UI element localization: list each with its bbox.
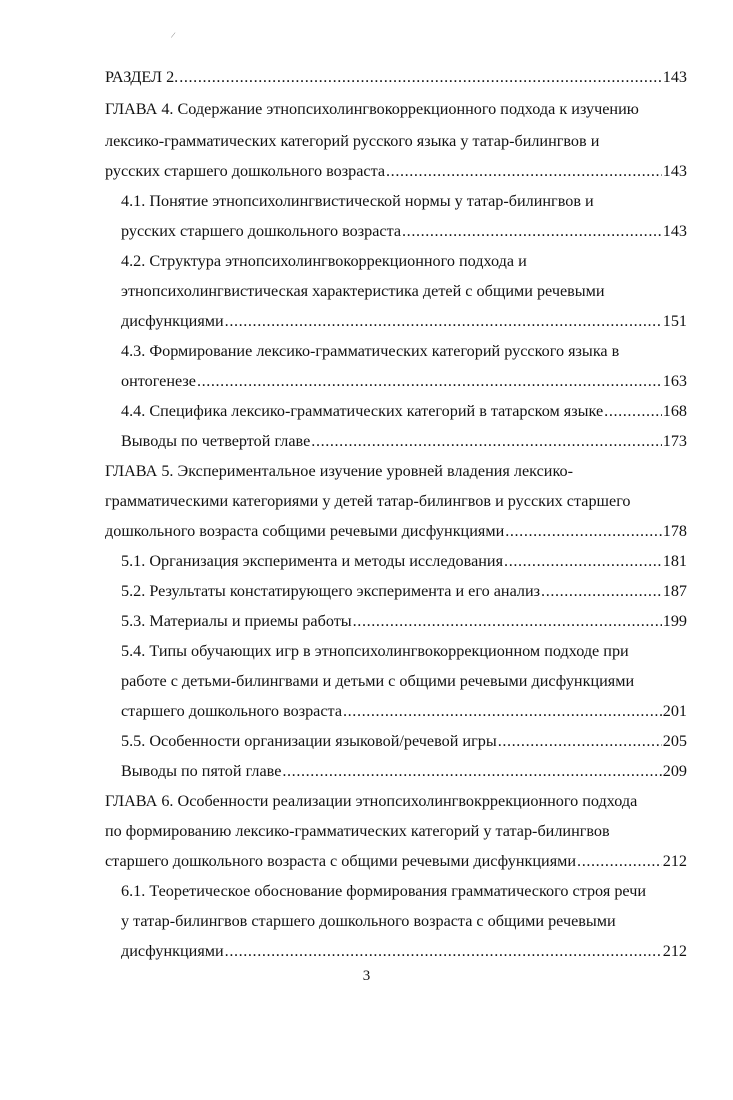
toc-entry-title: ГЛАВА 4. Содержание этнопсихолингвокоррекционного подхода к изучению [105,100,639,118]
toc-entry-title: дошкольного возраста собщими речевыми дисфункциями [105,522,505,540]
toc-entry-6-1-line-2 [121,906,701,936]
toc-page-number: 143 [662,222,687,240]
toc-page-number: 143 [662,68,687,86]
toc-entry-6-1-line-3[interactable] [121,936,687,966]
toc-entry-4-2-line-1[interactable] [121,246,701,276]
toc-page-number: 181 [662,552,687,570]
toc-entry-title: ГЛАВА 5. Экспериментальное изучение уровней владения лексико- [105,462,573,480]
toc-entry-chapter-5-line-2 [105,486,705,516]
toc-entry-title: 5.1. Организация эксперимента и методы исследования [121,552,504,570]
toc-entry-6-1-line-1[interactable] [121,876,701,906]
toc-entry-title: старшего дошкольного возраста с общими речевыми дисфункциями [105,852,577,870]
dot-leader [604,396,662,426]
dot-leader [225,936,662,966]
toc-entry-title: Выводы по четвертой главе [121,432,311,450]
dot-leader [386,156,662,186]
toc-entry-chapter-6-line-3[interactable] [105,846,687,876]
toc-entry-chapter-4-line-2 [105,126,705,156]
dot-leader [402,216,662,246]
toc-entry-5-5[interactable] [121,726,687,756]
toc-entry-title: 4.1. Понятие этнопсихолингвистической нормы у татар-билингвов и [121,192,594,210]
toc-page-number: 143 [662,162,687,180]
dot-leader [197,366,662,396]
toc-entry-title: старшего дошкольного возраста [121,702,343,720]
toc-entry-4-2-line-3[interactable] [121,306,687,336]
toc-entry-title: русских старшего дошкольного возраста [105,162,386,180]
toc-page-number: 173 [662,432,687,450]
toc-page-number: 212 [662,942,687,960]
toc-entry-5-4-line-1[interactable] [121,636,701,666]
toc-entry-section-2[interactable] [105,62,687,92]
toc-entry-title: РАЗДЕЛ 2. [105,68,179,86]
toc-entry-chapter-5-line-1[interactable] [105,456,705,486]
toc-entry-title: грамматическими категориями у детей татар-билингвов и русских старшего [105,492,631,510]
toc-entry-4-1-line-2[interactable] [121,216,687,246]
toc-entry-4-4[interactable] [121,396,687,426]
toc-entry-chapter-4-line-3[interactable] [105,156,687,186]
toc-entry-title: русских старшего дошкольного возраста [121,222,402,240]
toc-page-number: 205 [662,732,687,750]
dot-leader [353,606,662,636]
toc-page-number: 212 [662,852,687,870]
toc-page-number: 201 [662,702,687,720]
dot-leader [282,756,661,786]
toc-entry-chapter-5-line-3[interactable] [105,516,687,546]
dot-leader [343,696,662,726]
dot-leader [311,426,661,456]
toc-entry-title: 5.2. Результаты констатирующего эксперимента и его анализ [121,582,541,600]
toc-entry-5-2[interactable] [121,576,687,606]
toc-entry-title: дисфункциями [121,312,224,330]
dot-leader [225,306,662,336]
toc-entry-5-3[interactable] [121,606,687,636]
toc-entry-5-1[interactable] [121,546,687,576]
toc-page-number: 151 [662,312,687,330]
toc-page-number: 209 [662,762,687,780]
toc-entry-title: 4.3. Формирование лексико-грамматических категорий русского языка в [121,342,620,360]
toc-entry-chapter-6-line-2 [105,816,705,846]
dot-leader [577,846,662,876]
toc-entry-chapter-6-line-1[interactable] [105,786,705,816]
toc-entry-chapter-4-line-1[interactable] [105,94,705,124]
toc-entry-title: 5.4. Типы обучающих игр в этнопсихолингвокоррекционном подходе при [121,642,629,660]
toc-entry-4-1-line-1[interactable] [121,186,701,216]
toc-entry-4-3-line-2[interactable] [121,366,687,396]
toc-page-number: 178 [662,522,687,540]
toc-entry-title: 5.5. Особенности организации языковой/речевой игры [121,732,497,750]
toc-entry-title: работе с детьми-билингвами и детьми с общими речевыми дисфункциями [121,672,635,690]
dot-leader [179,62,661,92]
dot-leader [504,546,662,576]
toc-entry-title: Выводы по пятой главе [121,762,282,780]
toc-entry-title: у татар-билингвов старшего дошкольного возраста с общими речевыми [121,912,616,930]
page-number: 3 [362,968,371,984]
toc-entry-title: дисфункциями [121,942,224,960]
dot-leader [541,576,662,606]
toc-entry-5-4-line-3[interactable] [121,696,687,726]
toc-entry-5-4-line-2 [121,666,701,696]
toc-entry-title: 5.3. Материалы и приемы работы [121,612,352,630]
dot-leader [498,726,662,756]
toc-page-number: 187 [662,582,687,600]
toc-entry-title: по формированию лексико-грамматических категорий у татар-билингвов [105,822,610,840]
toc-page-number: 163 [662,372,687,390]
dot-leader [505,516,661,546]
toc-entry-title: 6.1. Теоретическое обоснование формирования грамматического строя речи [121,882,647,900]
toc-entry-conclusions-ch4[interactable] [121,426,687,456]
toc-page-number: 168 [662,402,687,420]
toc-entry-title: ГЛАВА 6. Особенности реализации этнопсихолингвокррекционного подхода [105,792,638,810]
toc-entry-title: лексико-грамматических категорий русского языка у татар-билингвов и [105,132,600,150]
toc-entry-title: этнопсихолингвистическая характеристика детей с общими речевыми [121,282,605,300]
toc-entry-conclusions-ch5[interactable] [121,756,687,786]
toc-entry-title: 4.2. Структура этнопсихолингвокоррекционного подхода и [121,252,527,270]
scan-mark: / [170,29,177,41]
toc-entry-title: онтогенезе [121,372,196,390]
toc-entry-4-2-line-2 [121,276,701,306]
toc-entry-title: 4.4. Специфика лексико-грамматических категорий в татарском языке [121,402,604,420]
toc-page-number: 199 [662,612,687,630]
toc-entry-4-3-line-1[interactable] [121,336,701,366]
